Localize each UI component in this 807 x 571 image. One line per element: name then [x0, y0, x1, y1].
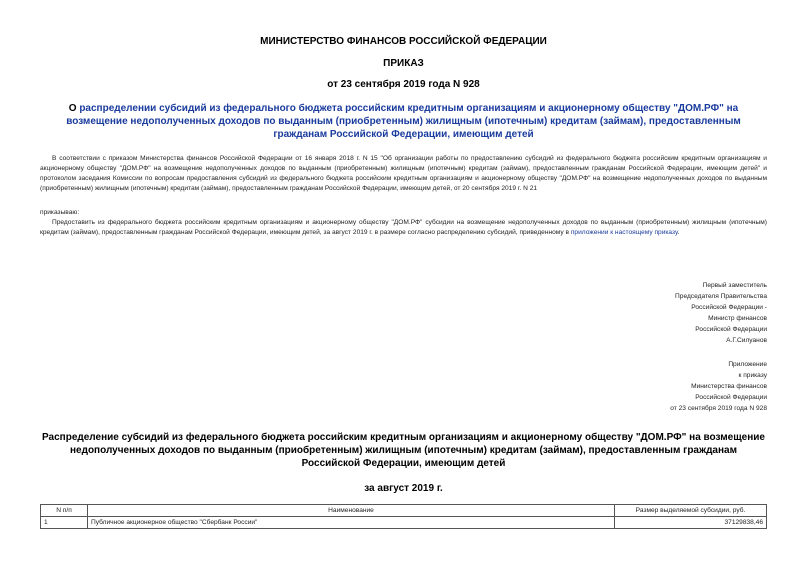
distribution-period: за август 2019 г. — [364, 483, 443, 494]
column-header-amount: Размер выделяемой субсидии, руб. — [615, 505, 767, 517]
signature-line: А.Г.Силуанов — [726, 337, 767, 344]
title-link[interactable]: распределении субсидий из федерального бюджета российским кредитным организациям и акционерному обществу "ДОМ.РФ" на возмещение недополученных доходов по выданным (приобретенным) жилищным (ипотечным) кредитам (займам), предоставленным гражданам Российской Федерации, имеющим детей — [66, 103, 741, 140]
table-row — [41, 517, 767, 529]
column-header-number: N п/п — [41, 505, 88, 517]
signature-line: Российской Федерации — [695, 326, 767, 333]
order-text: Предоставить из федерального бюджета российским кредитным организациям и акционерному обществу "ДОМ.РФ" субсидии на возмещение недополученных доходов по выданным (приобретенным) жилищным (ипотечным) кредитам (займам), предоставленным гражданам Российской Федерации, имеющим детей, за август 2019 г. в размере согласно распределению субсидий, приведенному в — [40, 219, 767, 236]
order-end: . — [677, 229, 680, 236]
appendix-link[interactable]: приложении к настоящему приказу — [570, 229, 678, 236]
appendix-line: Министерства финансов — [691, 383, 767, 390]
row-amount: 37129838,46 — [615, 517, 767, 529]
appendix-block — [567, 359, 767, 414]
appendix-line: от 23 сентября 2019 года N 928 — [670, 405, 767, 412]
signature-line: Министр финансов — [708, 315, 767, 322]
title-prefix: О — [68, 103, 80, 114]
signature-line: Председателя Правительства — [675, 293, 767, 300]
appendix-line: к приказу — [738, 372, 767, 379]
document-title — [40, 102, 767, 141]
document-type: ПРИКАЗ — [383, 58, 424, 69]
order-word: приказываю: — [40, 209, 80, 216]
signature-block — [567, 280, 767, 346]
column-header-name: Наименование — [88, 505, 615, 517]
distribution-table — [40, 504, 767, 529]
row-number: 1 — [41, 517, 88, 529]
signature-line: Первый заместитель — [702, 282, 767, 289]
document-date-number: от 23 сентября 2019 года N 928 — [327, 79, 480, 90]
ministry-heading: МИНИСТЕРСТВО ФИНАНСОВ РОССИЙСКОЙ ФЕДЕРАЦИИ — [260, 36, 547, 47]
signature-line: Российской Федерации - — [691, 304, 767, 311]
distribution-title: Распределение субсидий из федерального бюджета российским кредитным организациям и акционерному обществу "ДОМ.РФ" на возмещение недополученных доходов по выданным (приобретенным) жилищным (ипотечным) кредитам (займам), предоставленным гражданам Российской Федерации, имеющим детей — [42, 432, 765, 469]
appendix-line: Приложение — [728, 361, 767, 368]
order-paragraph — [40, 218, 767, 238]
table-header-row — [41, 505, 767, 517]
row-name: Публичное акционерное общество "Сбербанк России" — [88, 517, 615, 529]
appendix-line: Российской Федерации — [695, 394, 767, 401]
preamble-paragraph: В соответствии с приказом Министерства финансов Российской Федерации от 16 января 2018 г. N 15 "Об организации работы по предоставлению субсидий из федерального бюджета российским кредитным организациям и акционерному обществу "ДОМ.РФ" на возмещение недополученных доходов по выданным (приобретенным) жилищным (ипотечным) кредитам (займам), предоставленным гражданам Российской Федерации, имеющим детей" и протоколом заседания Комиссии по вопросам предоставления субсидий из федерального бюджета российским кредитным организациям и акционерному обществу "ДОМ.РФ" на возмещение недополученных доходов по выданным (приобретенным) жилищным (ипотечным) кредитам (займам), предоставленным гражданам Российской Федерации, имеющим детей, от 20 сентября 2019 г. N 21 — [40, 155, 767, 192]
